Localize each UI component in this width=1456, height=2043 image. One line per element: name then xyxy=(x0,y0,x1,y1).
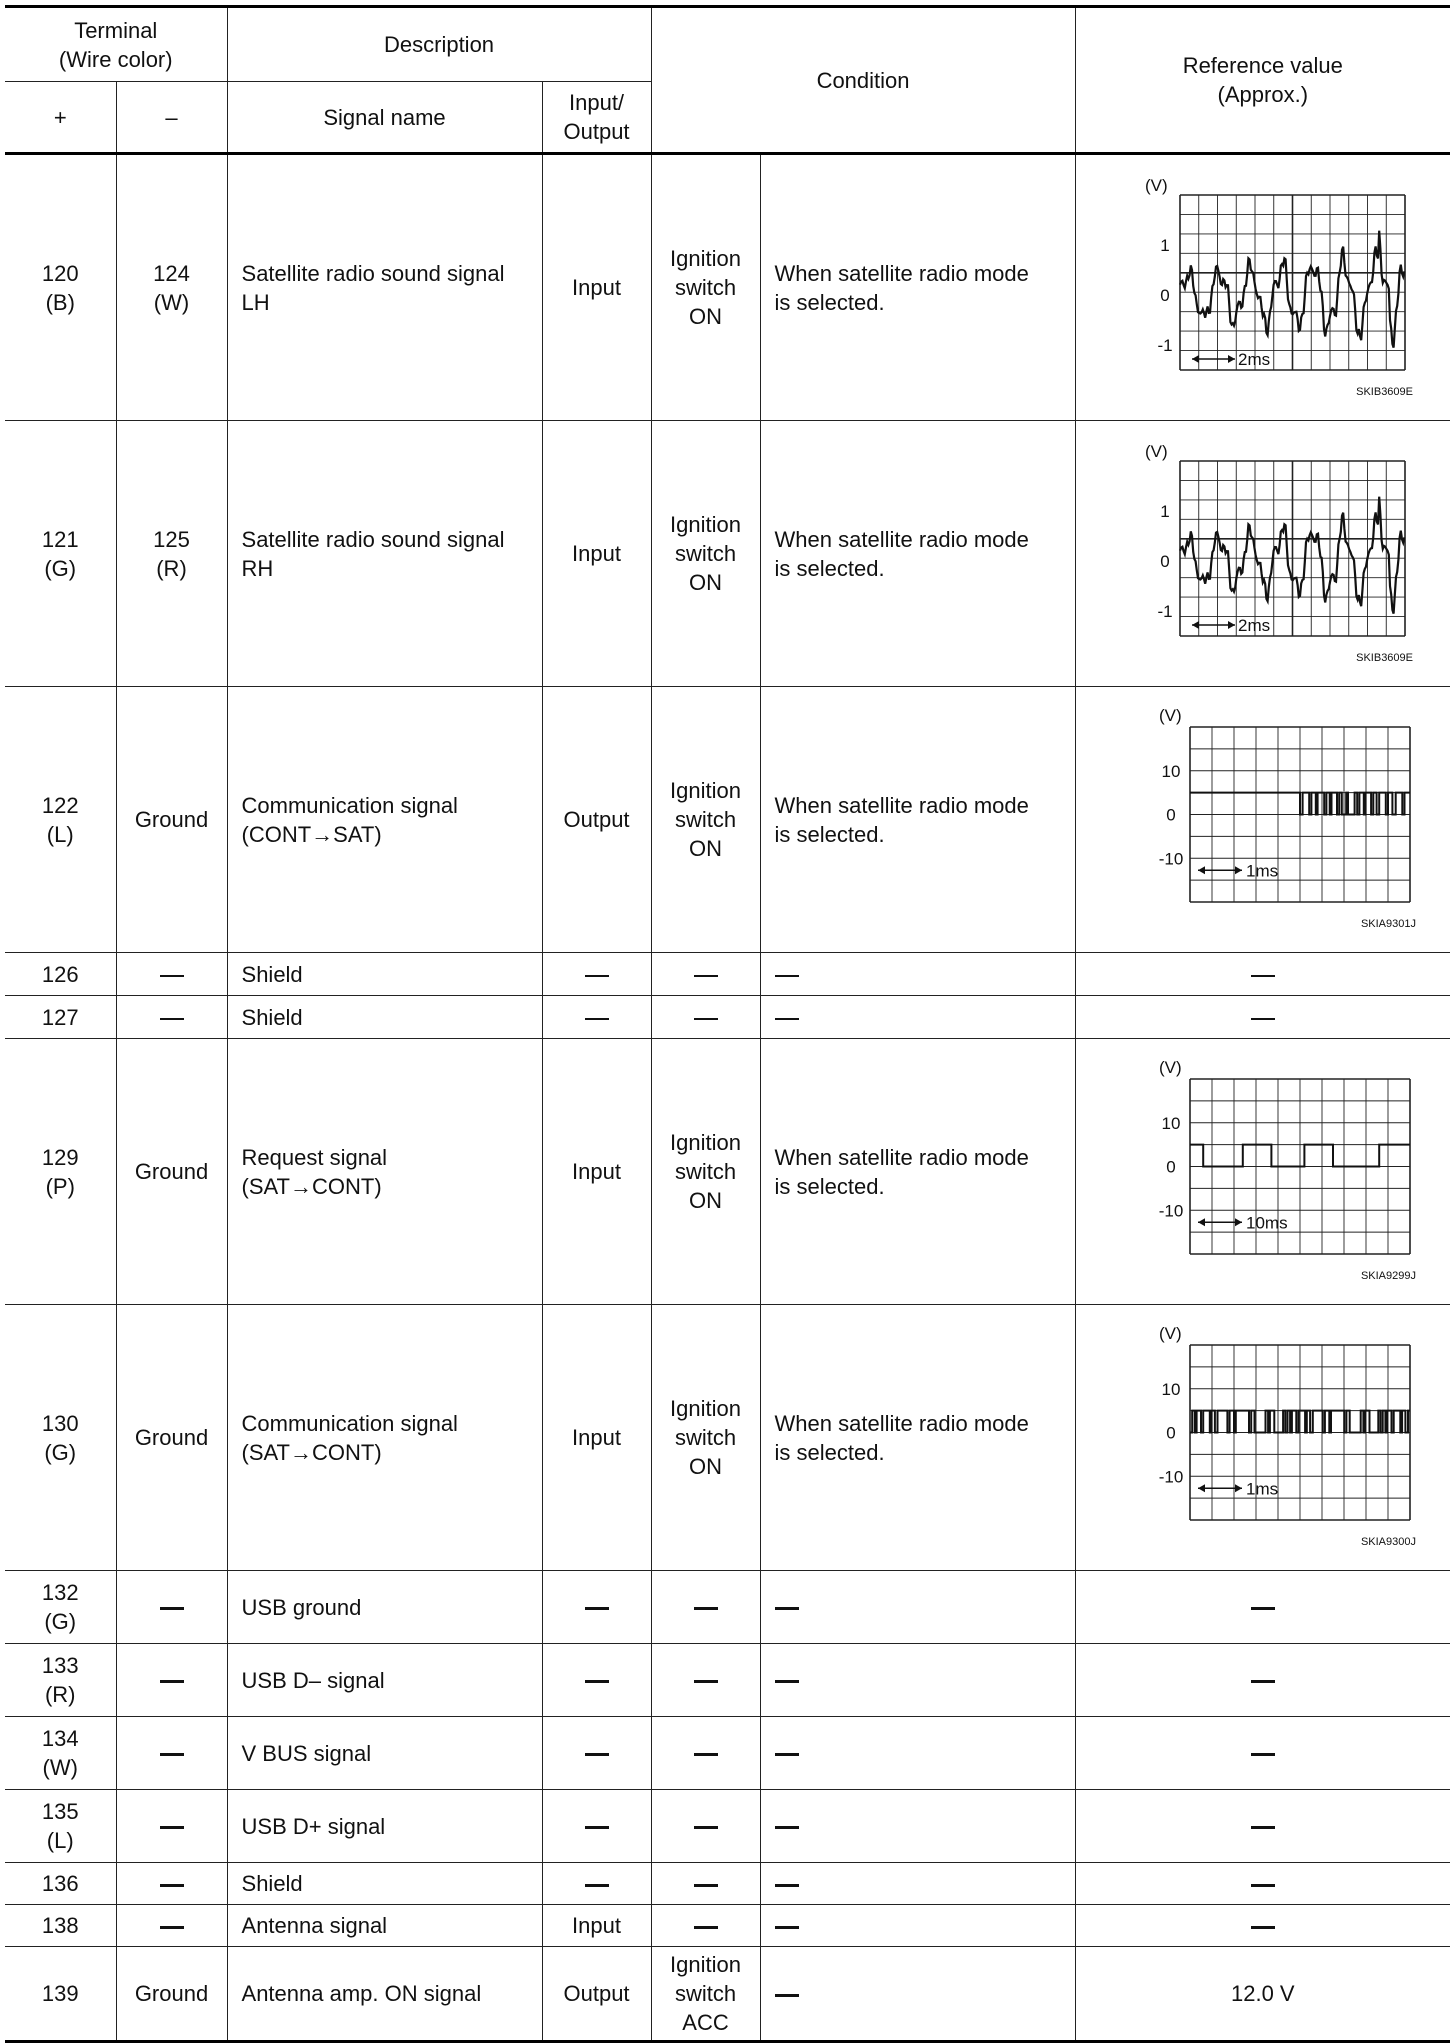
cell-input-output xyxy=(542,1571,651,1644)
waveform-trace xyxy=(1190,792,1410,814)
cell-reference-waveform xyxy=(1075,1305,1450,1571)
time-scale-label: 1ms xyxy=(1245,1478,1278,1498)
cell-reference-value xyxy=(1075,1790,1450,1863)
waveform-tick-label: 0 xyxy=(1160,285,1170,305)
empty-value-dash xyxy=(775,1884,799,1887)
cell-terminal-plus: 135 (L) xyxy=(5,1790,116,1863)
table-row-terminal-134 xyxy=(5,1717,1450,1790)
cell-condition-switch xyxy=(651,1863,760,1905)
waveform-chart xyxy=(1103,1057,1423,1287)
header-plus: + xyxy=(5,82,116,154)
empty-value-dash xyxy=(694,1680,718,1683)
empty-value-dash xyxy=(775,1607,799,1610)
empty-value-dash xyxy=(775,975,799,977)
cell-terminal-plus: 136 xyxy=(5,1863,116,1905)
table-row-terminal-121 xyxy=(5,421,1450,687)
cell-condition-detail: When satellite radio mode is selected. xyxy=(760,1039,1075,1305)
cell-input-output xyxy=(542,1790,651,1863)
table-row-terminal-138 xyxy=(5,1905,1450,1947)
empty-value-dash xyxy=(585,1680,609,1683)
empty-value-dash xyxy=(585,975,609,977)
cell-terminal-minus: Ground xyxy=(116,1039,227,1305)
waveform-tick-label: 0 xyxy=(1160,551,1170,571)
cell-reference-value: 12.0 V xyxy=(1075,1947,1450,2042)
empty-value-dash xyxy=(694,1018,718,1020)
cell-terminal-plus: 127 xyxy=(5,996,116,1039)
cell-condition-detail xyxy=(760,996,1075,1039)
figure-code: SKIB3609E xyxy=(1355,651,1413,664)
figure-code: SKIA9301J xyxy=(1360,917,1416,930)
time-scale-label: 10ms xyxy=(1245,1212,1288,1232)
cell-signal-name: Request signal (SAT→CONT) xyxy=(227,1039,542,1305)
cell-reference-value xyxy=(1075,1905,1450,1947)
table-row-terminal-135 xyxy=(5,1790,1450,1863)
cell-input-output xyxy=(542,1863,651,1905)
cell-terminal-minus xyxy=(116,1790,227,1863)
cell-condition-detail xyxy=(760,1863,1075,1905)
cell-signal-name: USB D– signal xyxy=(227,1644,542,1717)
empty-value-dash xyxy=(1251,1753,1275,1756)
cell-condition-switch xyxy=(651,1717,760,1790)
cell-input-output: Input xyxy=(542,1039,651,1305)
cell-terminal-minus xyxy=(116,1571,227,1644)
cell-condition-switch: Ignition switch ON xyxy=(651,1039,760,1305)
cell-signal-name: Communication signal (CONT→SAT) xyxy=(227,687,542,953)
waveform-tick-label: -10 xyxy=(1158,1200,1184,1220)
figure-code: SKIA9300J xyxy=(1360,1535,1416,1548)
empty-value-dash xyxy=(160,1826,184,1829)
cell-terminal-minus xyxy=(116,953,227,996)
empty-value-dash xyxy=(1251,1826,1275,1829)
empty-value-dash xyxy=(585,1607,609,1610)
empty-value-dash xyxy=(585,1884,609,1887)
time-scale-label: 2ms xyxy=(1237,349,1270,369)
cell-input-output: Input xyxy=(542,1905,651,1947)
table-row-terminal-133 xyxy=(5,1644,1450,1717)
cell-input-output xyxy=(542,953,651,996)
empty-value-dash xyxy=(585,1018,609,1020)
cell-terminal-plus: 129 (P) xyxy=(5,1039,116,1305)
cell-reference-value xyxy=(1075,1717,1450,1790)
empty-value-dash xyxy=(160,1680,184,1683)
cell-terminal-minus: Ground xyxy=(116,1947,227,2042)
cell-terminal-plus: 122 (L) xyxy=(5,687,116,953)
empty-value-dash xyxy=(1251,1680,1275,1683)
waveform-tick-label: 10 xyxy=(1161,1113,1181,1133)
cell-signal-name: V BUS signal xyxy=(227,1717,542,1790)
cell-terminal-minus xyxy=(116,996,227,1039)
cell-signal-name: Antenna amp. ON signal xyxy=(227,1947,542,2042)
cell-condition-detail xyxy=(760,953,1075,996)
cell-reference-value xyxy=(1075,1644,1450,1717)
cell-terminal-plus: 138 xyxy=(5,1905,116,1947)
figure-code: SKIA9299J xyxy=(1360,1269,1416,1282)
header-minus: – xyxy=(116,82,227,154)
cell-condition-detail xyxy=(760,1571,1075,1644)
cell-signal-name: Shield xyxy=(227,996,542,1039)
cell-condition-switch xyxy=(651,1905,760,1947)
waveform-tick-label: -1 xyxy=(1157,601,1173,621)
empty-value-dash xyxy=(160,1018,184,1020)
cell-reference-waveform xyxy=(1075,1039,1450,1305)
cell-signal-name: Antenna signal xyxy=(227,1905,542,1947)
cell-condition-detail xyxy=(760,1717,1075,1790)
empty-value-dash xyxy=(160,1884,184,1887)
waveform-tick-label: 10 xyxy=(1161,761,1181,781)
waveform-tick-label: -10 xyxy=(1158,848,1184,868)
cell-reference-waveform xyxy=(1075,687,1450,953)
empty-value-dash xyxy=(694,1926,718,1929)
header-terminal: Terminal (Wire color) xyxy=(5,7,227,82)
empty-value-dash xyxy=(1251,1926,1275,1929)
header-condition: Condition xyxy=(651,7,1075,154)
cell-input-output: Input xyxy=(542,421,651,687)
cell-input-output xyxy=(542,1644,651,1717)
time-scale-label: 1ms xyxy=(1245,860,1278,880)
waveform-unit-label: (V) xyxy=(1158,1057,1182,1077)
empty-value-dash xyxy=(160,1607,184,1610)
cell-condition-detail: When satellite radio mode is selected. xyxy=(760,421,1075,687)
cell-reference-value xyxy=(1075,996,1450,1039)
cell-signal-name: Communication signal (SAT→CONT) xyxy=(227,1305,542,1571)
cell-terminal-minus xyxy=(116,1863,227,1905)
cell-condition-detail xyxy=(760,1790,1075,1863)
waveform-tick-label: 1 xyxy=(1160,501,1170,521)
empty-value-dash xyxy=(1251,975,1275,977)
cell-terminal-minus: 124 (W) xyxy=(116,154,227,421)
cell-terminal-plus: 133 (R) xyxy=(5,1644,116,1717)
empty-value-dash xyxy=(694,1826,718,1829)
cell-condition-switch: Ignition switch ON xyxy=(651,687,760,953)
table-row-terminal-127 xyxy=(5,996,1450,1039)
cell-signal-name: Satellite radio sound signal LH xyxy=(227,154,542,421)
cell-condition-detail: When satellite radio mode is selected. xyxy=(760,687,1075,953)
table-row-terminal-130 xyxy=(5,1305,1450,1571)
cell-signal-name: USB ground xyxy=(227,1571,542,1644)
waveform-unit-label: (V) xyxy=(1144,441,1168,461)
waveform-tick-label: 1 xyxy=(1160,235,1170,255)
cell-condition-switch xyxy=(651,1644,760,1717)
cell-signal-name: USB D+ signal xyxy=(227,1790,542,1863)
cell-terminal-plus: 139 xyxy=(5,1947,116,2042)
waveform-chart xyxy=(1103,705,1423,935)
cell-reference-value xyxy=(1075,1863,1450,1905)
cell-condition-detail xyxy=(760,1905,1075,1947)
cell-condition-detail xyxy=(760,1947,1075,2042)
cell-terminal-minus: Ground xyxy=(116,687,227,953)
cell-condition-detail: When satellite radio mode is selected. xyxy=(760,1305,1075,1571)
waveform-unit-label: (V) xyxy=(1158,1323,1182,1343)
waveform-chart xyxy=(1103,173,1423,403)
terminal-reference-sheet xyxy=(5,5,1450,2037)
table-row-terminal-132 xyxy=(5,1571,1450,1644)
cell-condition-switch: Ignition switch ON xyxy=(651,1305,760,1571)
cell-input-output: Output xyxy=(542,687,651,953)
cell-terminal-plus: 126 xyxy=(5,953,116,996)
empty-value-dash xyxy=(160,1753,184,1756)
empty-value-dash xyxy=(694,1753,718,1756)
waveform-tick-label: 10 xyxy=(1161,1379,1181,1399)
empty-value-dash xyxy=(775,1826,799,1829)
waveform-unit-label: (V) xyxy=(1144,175,1168,195)
empty-value-dash xyxy=(775,1926,799,1929)
cell-terminal-plus: 132 (G) xyxy=(5,1571,116,1644)
cell-condition-switch: Ignition switch ACC xyxy=(651,1947,760,2042)
empty-value-dash xyxy=(1251,1884,1275,1887)
cell-terminal-plus: 134 (W) xyxy=(5,1717,116,1790)
empty-value-dash xyxy=(775,1994,799,1997)
cell-terminal-minus: Ground xyxy=(116,1305,227,1571)
cell-input-output xyxy=(542,1717,651,1790)
cell-reference-value xyxy=(1075,953,1450,996)
empty-value-dash xyxy=(775,1680,799,1683)
empty-value-dash xyxy=(585,1753,609,1756)
cell-condition-switch xyxy=(651,1790,760,1863)
empty-value-dash xyxy=(775,1753,799,1756)
table-row-terminal-122 xyxy=(5,687,1450,953)
header-signal-name: Signal name xyxy=(227,82,542,154)
empty-value-dash xyxy=(694,1607,718,1610)
figure-code: SKIB3609E xyxy=(1355,385,1413,398)
cell-reference-waveform xyxy=(1075,154,1450,421)
cell-input-output: Input xyxy=(542,154,651,421)
cell-condition-switch xyxy=(651,1571,760,1644)
waveform-chart xyxy=(1103,1323,1423,1553)
cell-input-output xyxy=(542,996,651,1039)
cell-terminal-minus xyxy=(116,1644,227,1717)
empty-value-dash xyxy=(585,1826,609,1829)
table-row-terminal-120 xyxy=(5,154,1450,421)
cell-terminal-minus xyxy=(116,1717,227,1790)
empty-value-dash xyxy=(694,975,718,977)
table-row-terminal-126 xyxy=(5,953,1450,996)
empty-value-dash xyxy=(775,1018,799,1020)
table-row-terminal-129 xyxy=(5,1039,1450,1305)
empty-value-dash xyxy=(694,1884,718,1887)
waveform-tick-label: 0 xyxy=(1166,1423,1176,1442)
cell-terminal-plus: 130 (G) xyxy=(5,1305,116,1571)
cell-signal-name: Shield xyxy=(227,1863,542,1905)
cell-condition-detail: When satellite radio mode is selected. xyxy=(760,154,1075,421)
waveform-tick-label: -1 xyxy=(1157,335,1173,355)
empty-value-dash xyxy=(1251,1018,1275,1020)
cell-reference-value xyxy=(1075,1571,1450,1644)
cell-condition-detail xyxy=(760,1644,1075,1717)
table-row-terminal-139 xyxy=(5,1947,1450,2042)
waveform-chart xyxy=(1103,439,1423,669)
waveform-tick-label: -10 xyxy=(1158,1466,1184,1486)
header-description: Description xyxy=(227,7,651,82)
cell-condition-switch xyxy=(651,996,760,1039)
waveform-tick-label: 0 xyxy=(1166,1157,1176,1176)
header-reference-value: Reference value (Approx.) xyxy=(1075,7,1450,154)
cell-terminal-minus: 125 (R) xyxy=(116,421,227,687)
terminal-table xyxy=(5,5,1450,2043)
table-body xyxy=(5,154,1450,2042)
cell-reference-waveform xyxy=(1075,421,1450,687)
waveform-tick-label: 0 xyxy=(1166,805,1176,824)
cell-condition-switch xyxy=(651,953,760,996)
empty-value-dash xyxy=(160,975,184,977)
cell-condition-switch: Ignition switch ON xyxy=(651,154,760,421)
cell-signal-name: Shield xyxy=(227,953,542,996)
time-scale-label: 2ms xyxy=(1237,615,1270,635)
cell-condition-switch: Ignition switch ON xyxy=(651,421,760,687)
header-input-output: Input/ Output xyxy=(542,82,651,154)
cell-terminal-plus: 120 (B) xyxy=(5,154,116,421)
table-row-terminal-136 xyxy=(5,1863,1450,1905)
waveform-unit-label: (V) xyxy=(1158,705,1182,725)
cell-input-output: Input xyxy=(542,1305,651,1571)
empty-value-dash xyxy=(160,1926,184,1929)
cell-signal-name: Satellite radio sound signal RH xyxy=(227,421,542,687)
cell-terminal-minus xyxy=(116,1905,227,1947)
empty-value-dash xyxy=(1251,1607,1275,1610)
cell-input-output: Output xyxy=(542,1947,651,2042)
cell-terminal-plus: 121 (G) xyxy=(5,421,116,687)
